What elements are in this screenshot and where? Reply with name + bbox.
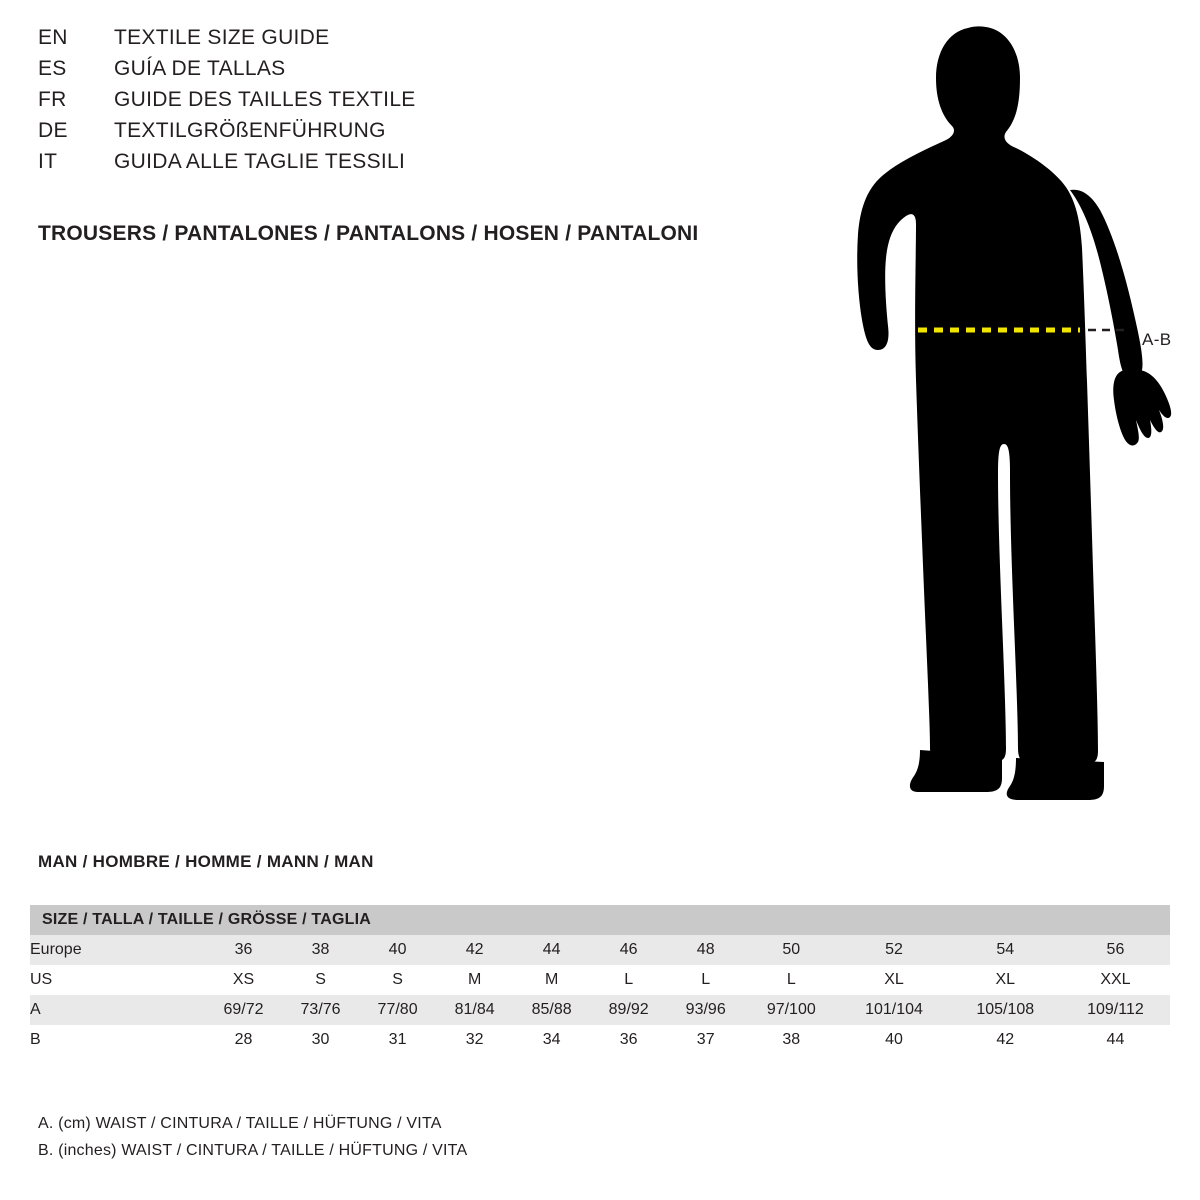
row-label: Europe [30,935,205,965]
table-cell: 40 [838,1025,949,1055]
language-code: DE [38,119,68,142]
footnote-b: B. (inches) WAIST / CINTURA / TAILLE / HÜFTUNG / VITA [38,1142,468,1159]
table-cell: 89/92 [590,995,667,1025]
table-row [30,935,1170,965]
table-cell: 46 [590,935,667,965]
table-cell: M [436,965,513,995]
table-cell: 54 [950,935,1061,965]
table-cell: 105/108 [950,995,1061,1025]
language-title-block [38,26,798,181]
table-cell: 52 [838,935,949,965]
table-cell: 97/100 [744,995,838,1025]
table-row [30,1025,1170,1055]
language-row [38,150,798,181]
table-cell: 42 [950,1025,1061,1055]
measure-label-ab: A-B [1142,330,1172,349]
row-label: US [30,965,205,995]
table-cell: S [359,965,436,995]
language-row [38,88,798,119]
language-title: GUIDE DES TAILLES TEXTILE [114,88,416,111]
table-cell: 30 [282,1025,359,1055]
language-code: EN [38,26,68,49]
table-cell: 44 [513,935,590,965]
table-cell: 36 [590,1025,667,1055]
row-label: A [30,995,205,1025]
language-title: GUIDA ALLE TAGLIE TESSILI [114,150,406,173]
language-code: IT [38,150,58,173]
table-cell: 38 [282,935,359,965]
table-cell: XXL [1061,965,1170,995]
table-header-label: SIZE / TALLA / TAILLE / GRÖSSE / TAGLIA [30,905,1170,935]
table-cell: 28 [205,1025,282,1055]
figure-illustration [820,20,1180,800]
table-cell: XS [205,965,282,995]
table-cell: L [667,965,744,995]
table-cell: 44 [1061,1025,1170,1055]
language-row [38,26,798,57]
language-row [38,119,798,150]
language-row [38,57,798,88]
row-label: B [30,1025,205,1055]
footnote-a: A. (cm) WAIST / CINTURA / TAILLE / HÜFTUNG / VITA [38,1115,442,1132]
table-cell: L [744,965,838,995]
table-header-row [30,905,1170,935]
garment-type-line: TROUSERS / PANTALONES / PANTALONS / HOSEN / PANTALONI [38,222,699,245]
table-cell: 32 [436,1025,513,1055]
table-cell: 48 [667,935,744,965]
table-cell: 31 [359,1025,436,1055]
table-cell: 56 [1061,935,1170,965]
table-cell: XL [950,965,1061,995]
table-row [30,965,1170,995]
table-cell: S [282,965,359,995]
table-cell: 42 [436,935,513,965]
table-cell: L [590,965,667,995]
language-title: TEXTILGRÖßENFÜHRUNG [114,119,386,142]
table-cell: 34 [513,1025,590,1055]
table-cell: 85/88 [513,995,590,1025]
table-cell: 50 [744,935,838,965]
table-cell: 73/76 [282,995,359,1025]
table-cell: 37 [667,1025,744,1055]
man-silhouette-icon [820,20,1180,800]
table-cell: 81/84 [436,995,513,1025]
table-cell: 40 [359,935,436,965]
table-cell: 38 [744,1025,838,1055]
language-code: ES [38,57,67,80]
table-cell: 109/112 [1061,995,1170,1025]
language-title: GUÍA DE TALLAS [114,57,286,80]
table-cell: XL [838,965,949,995]
language-code: FR [38,88,67,111]
table-cell: M [513,965,590,995]
footnotes [38,1110,467,1164]
language-title: TEXTILE SIZE GUIDE [114,26,330,49]
table-cell: 69/72 [205,995,282,1025]
size-table [30,905,1170,1055]
table-cell: 93/96 [667,995,744,1025]
table-section-title: MAN / HOMBRE / HOMME / MANN / MAN [38,852,374,871]
table-row [30,995,1170,1025]
table-cell: 77/80 [359,995,436,1025]
table-cell: 101/104 [838,995,949,1025]
table-cell: 36 [205,935,282,965]
